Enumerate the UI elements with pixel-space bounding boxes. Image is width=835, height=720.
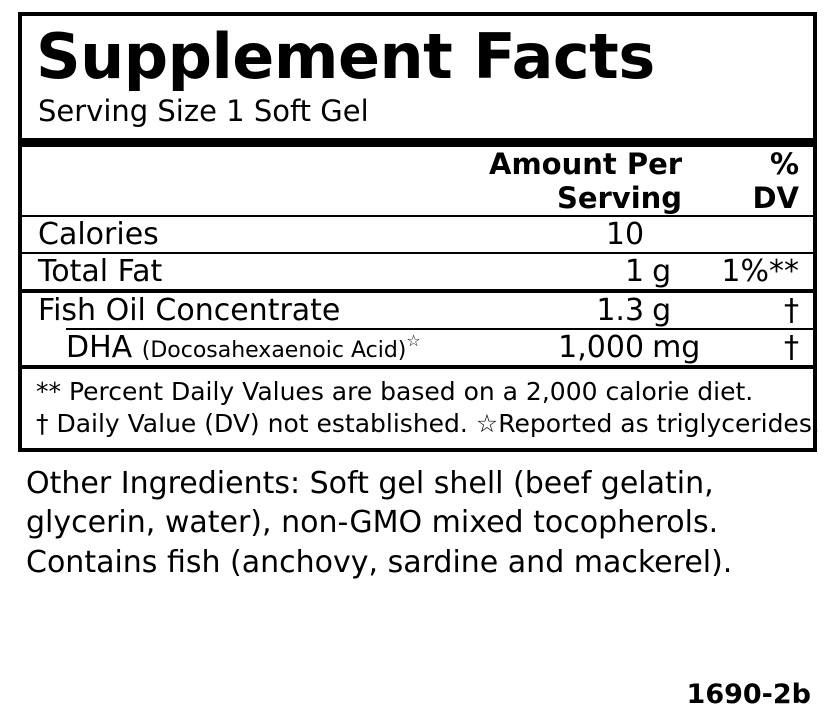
other-ingredients [18, 452, 817, 583]
panel-title: Supplement Facts [36, 20, 655, 93]
nutrition-table [22, 147, 813, 365]
row-label-dha-subtext: (Docosahexaenoic Acid) [141, 337, 407, 363]
row-amount-total-fat: 1 g [394, 254, 718, 291]
row-dv-total-fat: 1%** [721, 253, 799, 289]
header-spacer [22, 147, 394, 216]
header-percent-dv: % DV [752, 146, 799, 215]
footnotes [22, 369, 820, 448]
product-code: 1690-2b [686, 679, 811, 710]
table-header-row [22, 147, 813, 216]
row-dv-calories [718, 217, 813, 253]
row-unit-fish-oil-concentrate: g [652, 292, 672, 328]
divider-thick-top [22, 138, 813, 147]
serving-size: Serving Size 1 Soft Gel [38, 94, 369, 128]
footnote-daily-value-basis: ** Percent Daily Values are based on a 2,000 calorie diet. [36, 376, 754, 406]
table-row-total-fat [22, 254, 813, 291]
other-ingredients-line-1: Other Ingredients: Soft gel shell (beef gelatin, [26, 465, 714, 501]
table-row-calories [22, 217, 813, 253]
row-dv-fish-oil-concentrate: † [784, 292, 799, 328]
row-label-fish-oil-concentrate: Fish Oil Concentrate [38, 292, 341, 328]
other-ingredients-line-3: Contains fish (anchovy, sardine and mackerel). [26, 545, 733, 581]
header-amount-per-serving: Amount Per Serving [489, 146, 683, 215]
supplement-facts-panel [18, 12, 820, 452]
row-unit-dha: mg [652, 329, 701, 365]
table-row-dha [22, 330, 813, 365]
row-amount-fish-oil-concentrate: 1.3 g [394, 293, 718, 328]
table-row-fish-oil-concentrate [22, 293, 813, 328]
row-label-dha: DHA (Docosahexaenoic Acid)☆ [66, 329, 421, 365]
row-dv-dha: † [784, 329, 799, 365]
row-amount-dha: 1,000 mg [394, 330, 718, 365]
row-label-calories: Calories [38, 216, 159, 252]
row-label-total-fat: Total Fat [38, 253, 163, 289]
footnote-dv-not-established: † Daily Value (DV) not established. ☆Reported as triglycerides. [36, 408, 820, 438]
row-amount-calories: 10 [605, 216, 645, 252]
triglyceride-star-icon: ☆ [406, 330, 421, 350]
row-unit-total-fat: g [652, 253, 672, 289]
other-ingredients-line-2: glycerin, water), non-GMO mixed tocopherols. [26, 505, 719, 541]
